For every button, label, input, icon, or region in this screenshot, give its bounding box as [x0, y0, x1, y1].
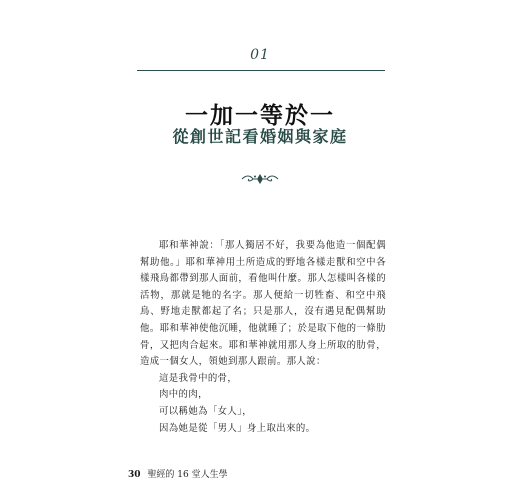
page-footer — [128, 467, 228, 480]
chapter-title: 一加一等於一 — [185, 102, 335, 129]
book-title: 聖經的 16 堂人生學 — [147, 470, 228, 480]
verse-line: 肉中的肉， — [159, 389, 208, 401]
verse-line: 這是我骨中的骨， — [159, 372, 238, 384]
body-paragraph: 耶和華神說：「那人獨居不好，我要為他造一個配偶幫助他。」耶和華神用土所造成的野地各樣走獸和空中各樣飛鳥都帶到那人面前，看他叫什麼。那人怎樣叫各樣的活物，那就是牠的名字。那人便給一切牲畜、和空中飛鳥、野地走獸都起了名；只是那人，沒有遇見配偶幫助他。耶和華神使他沉睡，他就睡了；於是取下他的一條肋骨，又把肉合起來。耶和華神就用那人身上所取的肋骨，造成一個女人，領她到那人跟前。那人說： — [140, 240, 386, 368]
chapter-number: 01 — [250, 47, 270, 63]
verse-line: 可以稱她為「女人」， — [159, 405, 253, 417]
verse-line: 因為她是從「男人」身上取出來的。 — [159, 422, 316, 434]
body-text — [140, 238, 386, 437]
floral-ornament-icon — [240, 173, 280, 185]
chapter-divider — [137, 70, 385, 71]
chapter-subtitle: 從創世記看婚姻與家庭 — [172, 127, 348, 146]
page-number: 30 — [128, 470, 141, 480]
